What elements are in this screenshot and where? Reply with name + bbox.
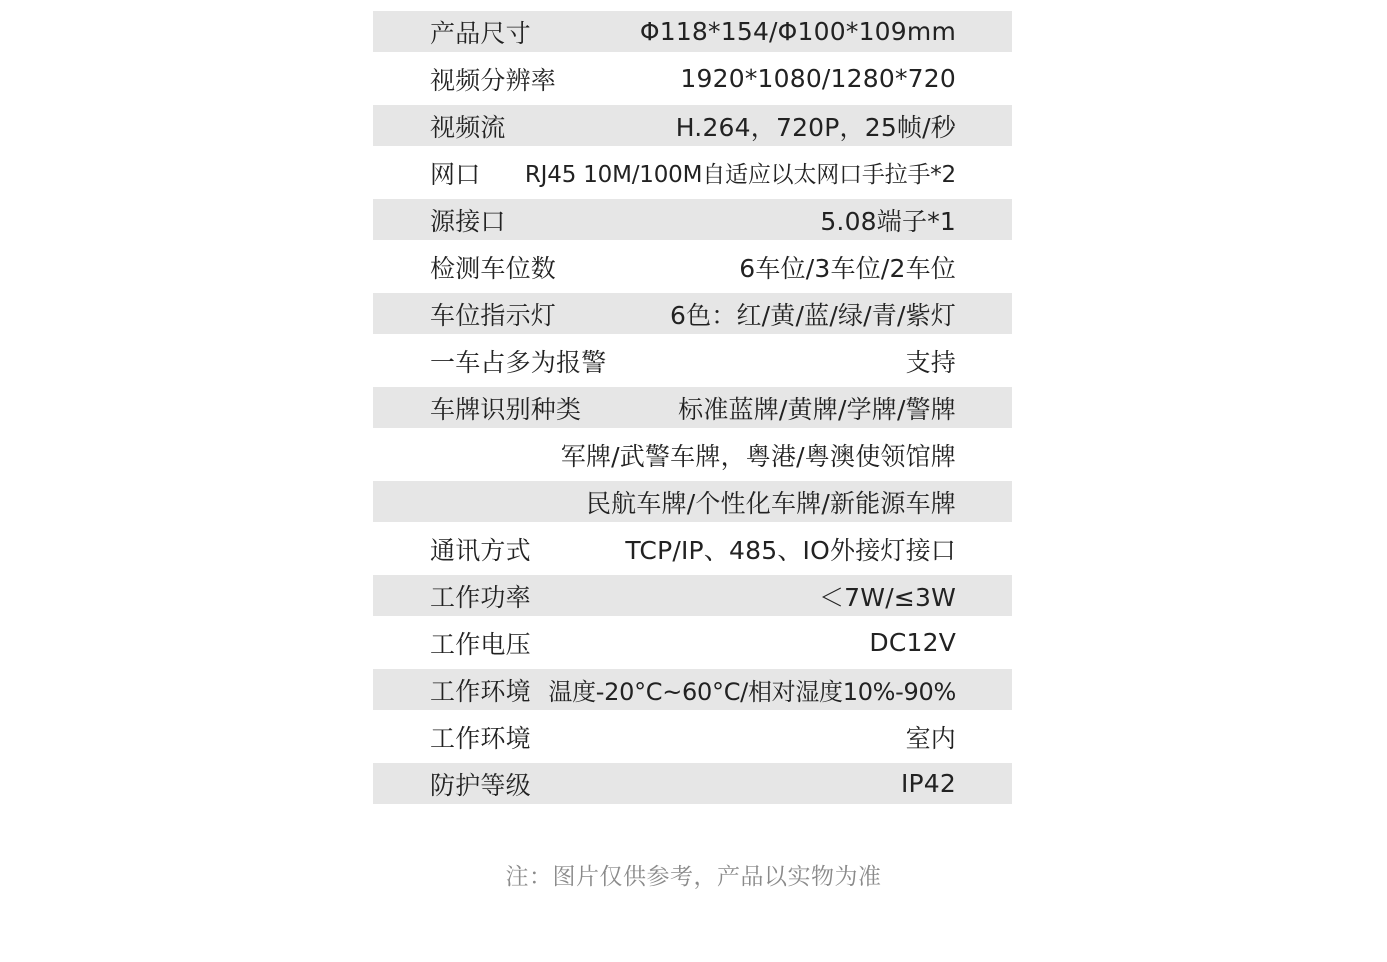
spec-row-multi-space-alarm: [373, 340, 1012, 381]
spec-value: ＜7W/≤3W: [818, 582, 956, 612]
spec-value: 6色：红/黄/蓝/绿/青/紫灯: [669, 300, 956, 330]
spec-label: 视频流: [430, 112, 506, 142]
spec-label: 工作功率: [430, 582, 531, 612]
spec-value: Φ118*154/Φ100*109mm: [639, 17, 956, 46]
spec-label: 检测车位数: [430, 253, 557, 283]
spec-row-plate-types-cont-2: [373, 481, 1012, 522]
spec-label: 工作电压: [430, 629, 531, 659]
spec-row-communication: [373, 528, 1012, 569]
spec-row-network-port: [373, 152, 1012, 193]
spec-label: 工作环境: [430, 676, 531, 706]
spec-value: 温度-20°C~60°C/相对湿度10%-90%: [548, 678, 956, 706]
spec-row-environment-temp: [373, 669, 1012, 710]
spec-value: RJ45 10M/100M自适应以太网口手拉手*2: [524, 162, 956, 188]
spec-label: 防护等级: [430, 770, 531, 800]
footnote: 注：图片仅供参考，产品以实物为准: [505, 864, 882, 890]
spec-row-indicator-light: [373, 293, 1012, 334]
spec-row-plate-types-cont-1: [373, 434, 1012, 475]
spec-row-power-consumption: [373, 575, 1012, 616]
spec-row-video-stream: [373, 105, 1012, 146]
spec-label: 源接口: [430, 206, 506, 236]
spec-table: [373, 11, 1012, 810]
spec-value: IP42: [900, 769, 956, 798]
spec-row-voltage: [373, 622, 1012, 663]
spec-label: 车牌识别种类: [430, 394, 582, 424]
spec-value: DC12V: [869, 628, 956, 657]
spec-row-plate-types: [373, 387, 1012, 428]
spec-value: H.264，720P，25帧/秒: [675, 112, 956, 142]
spec-value: 6车位/3车位/2车位: [739, 253, 956, 283]
spec-row-protection: [373, 763, 1012, 804]
spec-row-power-port: [373, 199, 1012, 240]
spec-value: 民航车牌/个性化车牌/新能源车牌: [585, 488, 956, 518]
spec-value: 5.08端子*1: [820, 206, 956, 236]
spec-label: 通讯方式: [430, 535, 531, 565]
spec-value: 支持: [905, 347, 956, 377]
spec-label: 产品尺寸: [430, 18, 531, 48]
spec-value: 室内: [905, 723, 956, 753]
spec-value: 标准蓝牌/黄牌/学牌/警牌: [678, 394, 956, 424]
spec-label: 视频分辨率: [430, 65, 557, 95]
spec-label: 一车占多为报警: [430, 347, 607, 377]
spec-row-parking-spaces: [373, 246, 1012, 287]
spec-value: TCP/IP、485、IO外接灯接口: [625, 535, 956, 565]
spec-label: 工作环境: [430, 723, 531, 753]
spec-row-environment-location: [373, 716, 1012, 757]
spec-value: 1920*1080/1280*720: [680, 64, 956, 93]
spec-label: 网口: [430, 159, 481, 189]
spec-label: 车位指示灯: [430, 300, 557, 330]
spec-value: 军牌/武警车牌，粤港/粤澳使领馆牌: [560, 441, 956, 471]
spec-row-resolution: [373, 58, 1012, 99]
spec-row-size: [373, 11, 1012, 52]
